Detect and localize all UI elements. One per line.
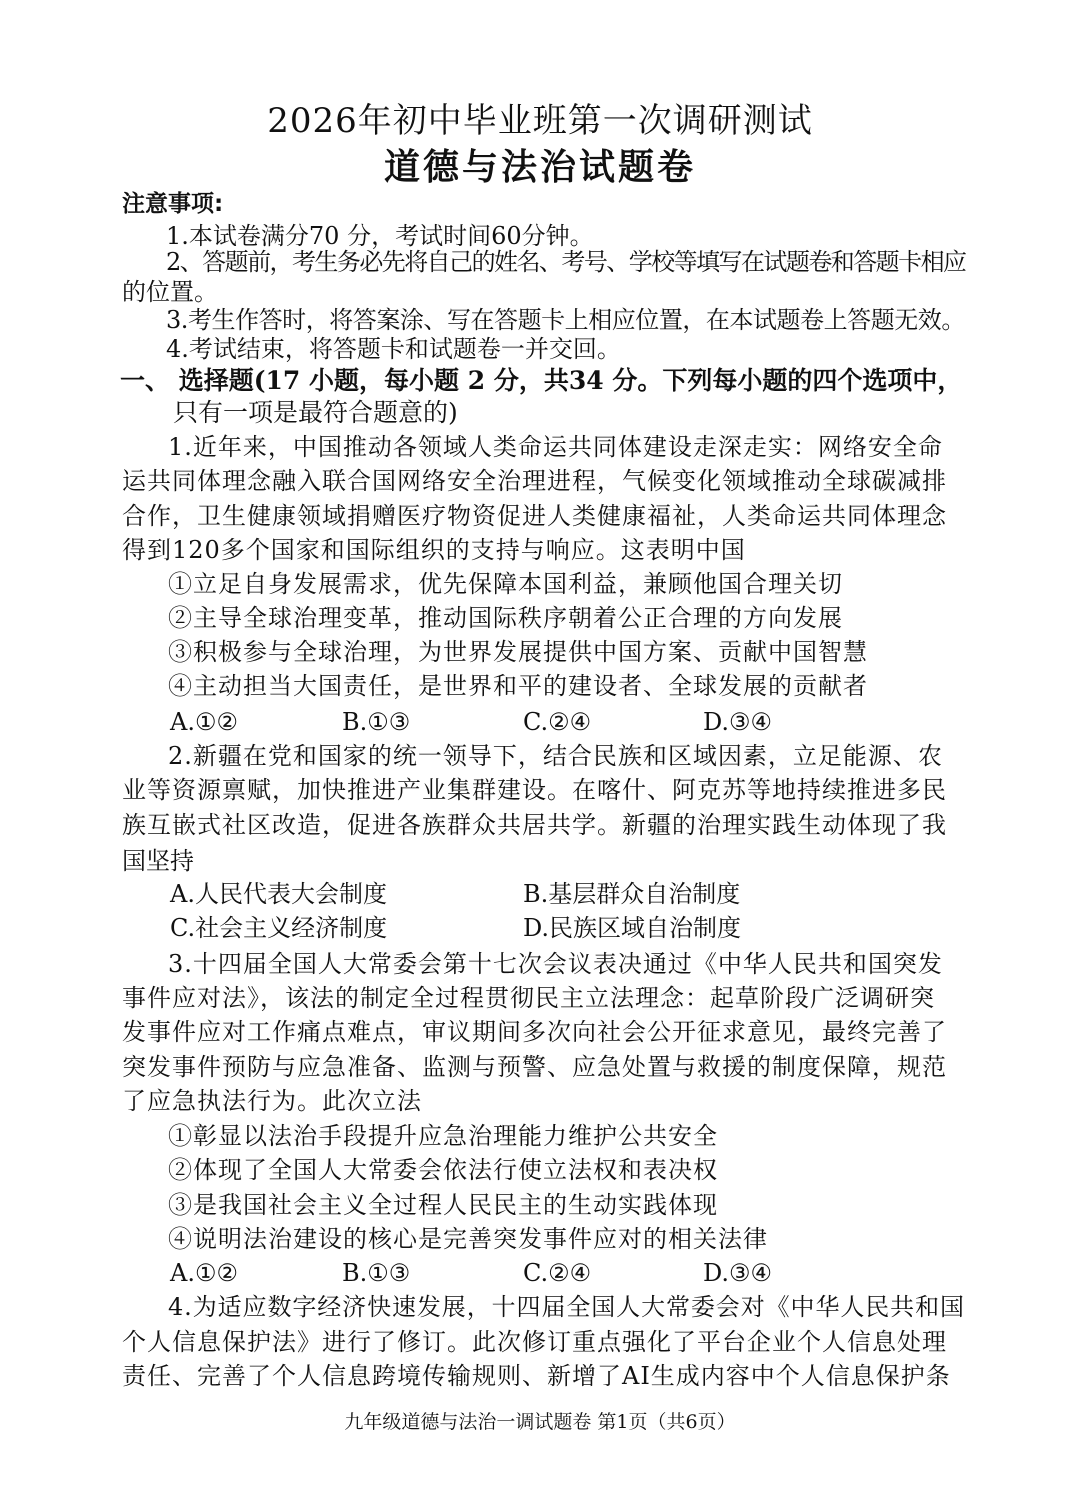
statement: ①立足自身发展需求，优先保障本国利益，兼顾他国合理关切 [168, 570, 843, 598]
statement: ①彰显以法治手段提升应急治理能力维护公共安全 [168, 1122, 718, 1150]
notice-item: 的位置。 [122, 278, 218, 306]
question-text: 1.近年来，中国推动各领域人类命运共同体建设走深走实：网络安全命 [168, 433, 943, 461]
exam-subtitle: 道德与法治试题卷 [383, 146, 696, 188]
question-text: 得到120多个国家和国际组织的支持与响应。这表明中国 [122, 536, 746, 564]
answer-option-c: C.②④ [523, 708, 592, 736]
statement: ④主动担当大国责任，是世界和平的建设者、全球发展的贡献者 [168, 672, 868, 700]
section-title: 一、 选择题(17 小题，每小题 2 分，共34 分。下列每小题的四个选项中， [120, 366, 963, 395]
question-text: 发事件应对工作痛点难点，审议期间多次向社会公开征求意见，最终完善了 [122, 1018, 947, 1046]
question-text: 责任、完善了个人信息跨境传输规则、新增了AI生成内容中个人信息保护条 [122, 1362, 951, 1390]
question-text: 业等资源禀赋，加快推进产业集群建设。在喀什、阿克苏等地持续推进多民 [122, 776, 947, 804]
statement: ②体现了全国人大常委会依法行使立法权和表决权 [168, 1156, 718, 1184]
answer-option-d: D.民族区域自治制度 [523, 914, 742, 942]
notice-item: 3.考生作答时，将答案涂、写在答题卡上相应位置，在本试题卷上答题无效。 [166, 306, 965, 334]
answer-option-a: A.①② [170, 708, 238, 736]
question-text: 2.新疆在党和国家的统一领导下，结合民族和区域因素，立足能源、农 [168, 742, 943, 770]
question-text: 个人信息保护法》进行了修订。此次修订重点强化了平台企业个人信息处理 [122, 1328, 947, 1356]
page-footer: 九年级道德与法治一调试题卷 第1页（共6页） [344, 1411, 736, 1433]
statement: ③是我国社会主义全过程人民民主的生动实践体现 [168, 1191, 718, 1219]
question-text: 运共同体理念融入联合国网络安全治理进程，气候变化领域推动全球碳减排 [122, 467, 947, 495]
answer-option-a: A.①② [170, 1259, 238, 1287]
answer-option-b: B.①③ [342, 1259, 411, 1287]
section-title-cont: 只有一项是最符合题意的) [173, 398, 458, 427]
exam-title: 2026年初中毕业班第一次调研测试 [267, 101, 813, 141]
statement: ②主导全球治理变革，推动国际秩序朝着公正合理的方向发展 [168, 604, 843, 632]
statement: ③积极参与全球治理，为世界发展提供中国方案、贡献中国智慧 [168, 638, 868, 666]
question-text: 了应急执法行为。此次立法 [122, 1087, 422, 1115]
answer-option-c: C.②④ [523, 1259, 592, 1287]
answer-option-a: A.人民代表大会制度 [170, 880, 387, 908]
question-text: 国坚持 [122, 847, 194, 875]
answer-option-d: D.③④ [703, 708, 773, 736]
question-text: 事件应对法》，该法的制定全过程贯彻民主立法理念：起草阶段广泛调研突 [122, 984, 935, 1012]
answer-option-b: B.基层群众自治制度 [523, 880, 741, 908]
answer-option-d: D.③④ [703, 1259, 773, 1287]
notice-item: 1.本试卷满分70 分，考试时间60分钟。 [166, 222, 594, 250]
notice-heading: 注意事项: [122, 191, 224, 217]
question-text: 4.为适应数字经济快速发展，十四届全国人大常委会对《中华人民共和国 [168, 1293, 965, 1321]
answer-option-b: B.①③ [342, 708, 411, 736]
question-text: 族互嵌式社区改造，促进各族群众共居共学。新疆的治理实践生动体现了我 [122, 811, 947, 839]
notice-item: 4.考试结束，将答题卡和试题卷一并交回。 [166, 335, 621, 363]
question-text: 突发事件预防与应急准备、监测与预警、应急处置与救援的制度保障，规范 [122, 1053, 947, 1081]
notice-item: 2、答题前，考生务必先将自己的姓名、考号、学校等填写在试题卷和答题卡相应 [166, 248, 966, 276]
statement: ④说明法治建设的核心是完善突发事件应对的相关法律 [168, 1225, 768, 1253]
answer-option-c: C.社会主义经济制度 [170, 914, 388, 942]
question-text: 3.十四届全国人大常委会第十七次会议表决通过《中华人民共和国突发 [168, 950, 943, 978]
question-text: 合作，卫生健康领域捐赠医疗物资促进人类健康福祉，人类命运共同体理念 [122, 502, 947, 530]
